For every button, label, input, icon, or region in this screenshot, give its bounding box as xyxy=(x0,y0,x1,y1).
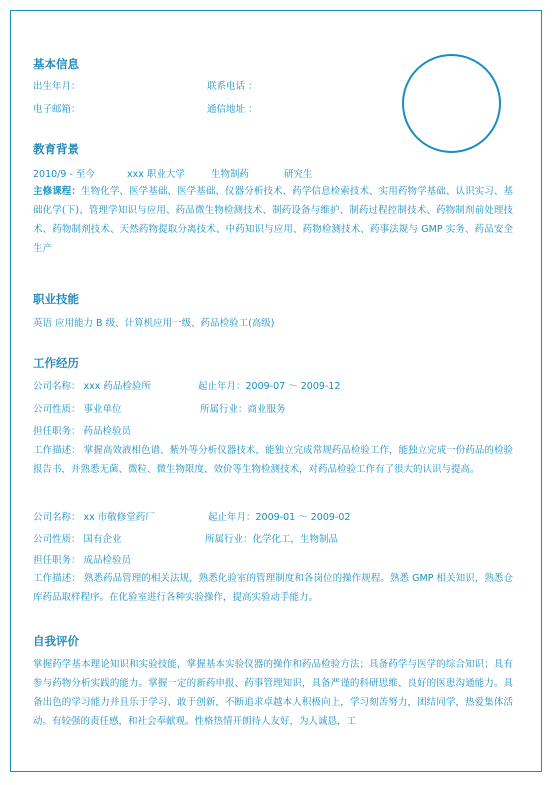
job2-industry: 所属行业：化学化工，生物制品 xyxy=(205,534,339,545)
job2-description: 工作描述： 熟悉药品管理的相关法规，熟悉化验室的管理制度和各岗位的操作规程。熟悉 GMP 相关知识，熟悉仓库药品取样程序。在化验室进行各种实验操作，提高实验动手能力。 xyxy=(33,573,513,603)
job1-position: 担任职务： 药品检验员 xyxy=(33,426,132,437)
education-school: xxx 职业大学 xyxy=(127,169,185,180)
address-label: 通信地址 ： xyxy=(207,104,258,115)
self-evaluation: 掌握药学基本理论知识和实验技能，掌握基本实验仪器的操作和药品检验方法；具备药学与医学的综合知识；具有参与药物分析实践的能力。掌握一定的新药申报、药事管理知识，具备严谨的科研思维、良好的医患沟通能力。具备出色的学习能力并且乐于学习、敢于创新，不断追求卓越本人积极向上，学习刻苦努力，团结同学，热爱集体活动。有较强的责任感，和社会奉献观。性格热情开朗待人友好，为人诚恳，工 xyxy=(33,659,513,727)
section-title-skills: 职业技能 xyxy=(33,292,79,306)
education-courses xyxy=(33,182,513,258)
job1-dates: 起止年月：2009-07 ～ 2009-12 xyxy=(198,381,341,392)
job2-company: 公司名称： xx 市敬修堂药厂 xyxy=(33,512,155,523)
email-label: 电子邮箱： xyxy=(33,104,81,115)
courses-label: 主修课程： xyxy=(33,186,82,197)
education-major: 生物制药 xyxy=(211,169,250,180)
birth-label: 出生年月： xyxy=(33,81,81,92)
courses-text: 生物化学、医学基础、医学基础、仪器分析技术、药学信息检索技术、实用药物学基础、认识实习、基础化学(下)、管理学知识与应用、药品微生物检测技术、制药设备与维护、制药过程控制技术、药物制剂前处理技术、药物制剂技术、天然药物提取分离技术、中药知识与应用、药物检测技术、药事法规与 GMP 实务、药品安全生产 xyxy=(33,186,513,254)
job1-industry: 所属行业：商业服务 xyxy=(200,404,286,415)
job2-nature: 公司性质： 国有企业 xyxy=(33,534,122,545)
section-title-education: 教育背景 xyxy=(33,142,79,156)
job1-company: 公司名称： xxx 药品检验所 xyxy=(33,381,151,392)
phone-label: 联系电话 ： xyxy=(207,81,258,92)
photo-placeholder xyxy=(402,54,501,153)
education-period: 2010/9 - 至今 xyxy=(33,169,95,180)
section-title-work: 工作经历 xyxy=(33,356,79,370)
job2-position: 担任职务： 成品检验员 xyxy=(33,555,132,566)
job1-nature: 公司性质： 事业单位 xyxy=(33,404,122,415)
job2-dates: 起止年月：2009-01 ～ 2009-02 xyxy=(208,512,351,523)
job1-description: 工作描述： 掌握高效液相色谱、紫外等分析仪器技术，能独立完成常规药品检验工作，能独立完成一份药品的检验报告书，并熟悉无菌、微粒、微生物限度、效价等生物检测技术，对药品检验工作有了很大的认识与提高。 xyxy=(33,445,513,475)
section-title-basic: 基本信息 xyxy=(33,57,79,71)
section-title-self: 自我评价 xyxy=(33,634,79,648)
education-degree: 研究生 xyxy=(284,169,313,180)
skills-content: 英语 应用能力 B 级、计算机应用一级、药品检验工(高级) xyxy=(33,318,275,329)
